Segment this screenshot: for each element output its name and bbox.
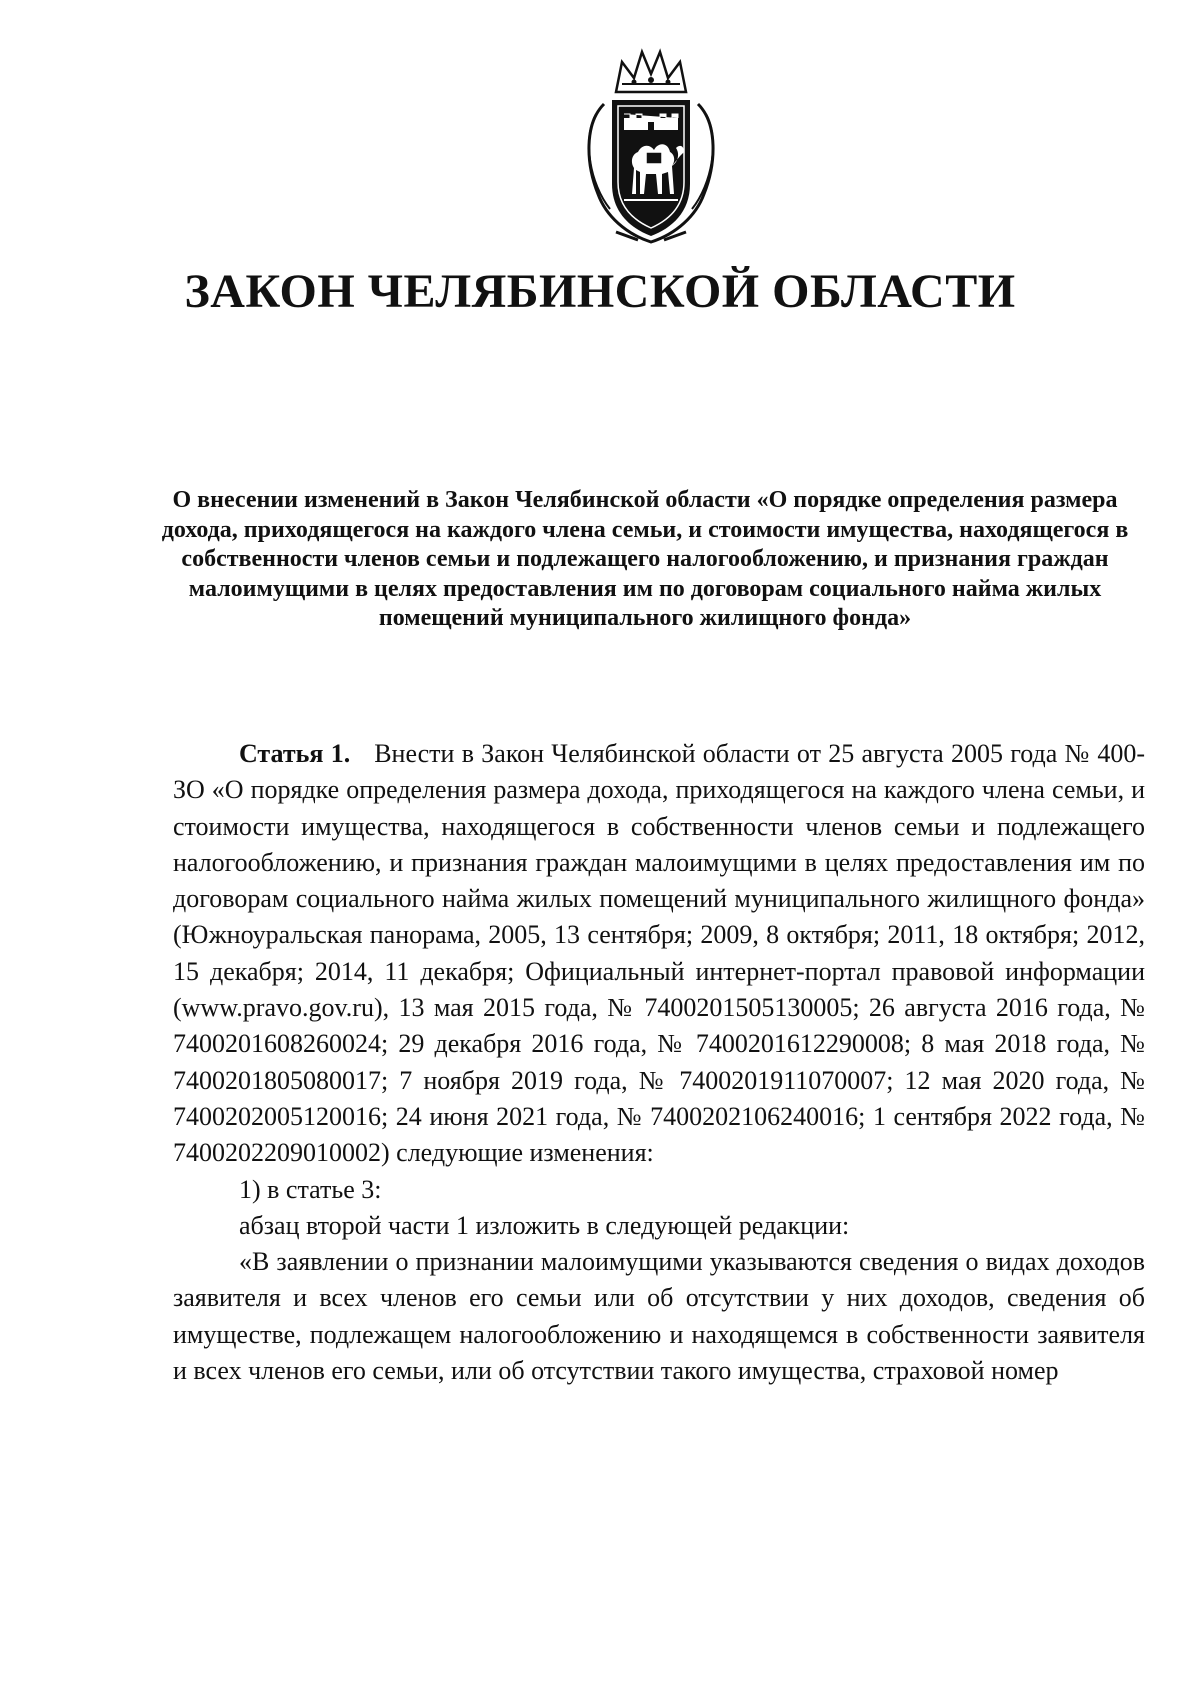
article-1-paragraph xyxy=(173,736,1145,1172)
article-1-label: Статья 1. xyxy=(239,739,351,768)
article-1-text: Внести в Закон Челябинской области от 25 августа 2005 года № 400-ЗО «О порядке определения размера дохода, приходящегося на каждого члена семьи, и стоимости имущества, находящегося в собственности членов семьи и подлежащего налогообложению, и признания граждан малоимущими в целях предоставления им по договорам социального найма жилых помещений муниципального жилищного фонда» (Южноуральская панорама, 2005, 13 сентября; 2009, 8 октября; 2011, 18 октября; 2012, 15 декабря; 2014, 11 декабря; Официальный интернет-портал правовой информации (www.pravo.gov.ru), 13 мая 2015 года, № 7400201505130005; 26 августа 2016 года, № 7400201608260024; 29 декабря 2016 года, № 7400201612290008; 8 мая 2018 года, № 7400201805080017; 7 ноября 2019 года, № 7400201911070007; 12 мая 2020 года, № 7400202005120016; 24 июня 2021 года, № 7400202106240016; 1 сентября 2022 года, № 7400202209010002) следующие изменения: xyxy=(173,739,1145,1168)
item-1-subclause: абзац второй части 1 изложить в следующей редакции: xyxy=(239,1210,850,1240)
law-subject: О внесении изменений в Закон Челябинской области «О порядке определения размера дохода, приходящегося на каждого члена семьи, и стоимости имущества, находящегося в собственности членов семьи и подлежащего налогообложению, и признания граждан малоимущими в целях предоставления им по договорам социального найма жилых помещений муниципального жилищного фонда» xyxy=(161,487,1129,632)
chelyabinsk-coat-of-arms-icon xyxy=(576,44,726,250)
quoted-amendment: «В заявлении о признании малоимущими указываются сведения о видах доходов заявителя и всех членов его семьи или об отсутствии у них доходов, сведения об имуществе, подлежащем налогообложению и находящемся в собственности заявителя и всех членов его семьи, или об отсутствии такого имущества, страховой номер xyxy=(173,1247,1145,1386)
law-body xyxy=(173,736,1145,1389)
item-1: 1) в статье 3: xyxy=(239,1174,382,1204)
law-title: ЗАКОН ЧЕЛЯБИНСКОЙ ОБЛАСТИ xyxy=(184,265,1016,318)
